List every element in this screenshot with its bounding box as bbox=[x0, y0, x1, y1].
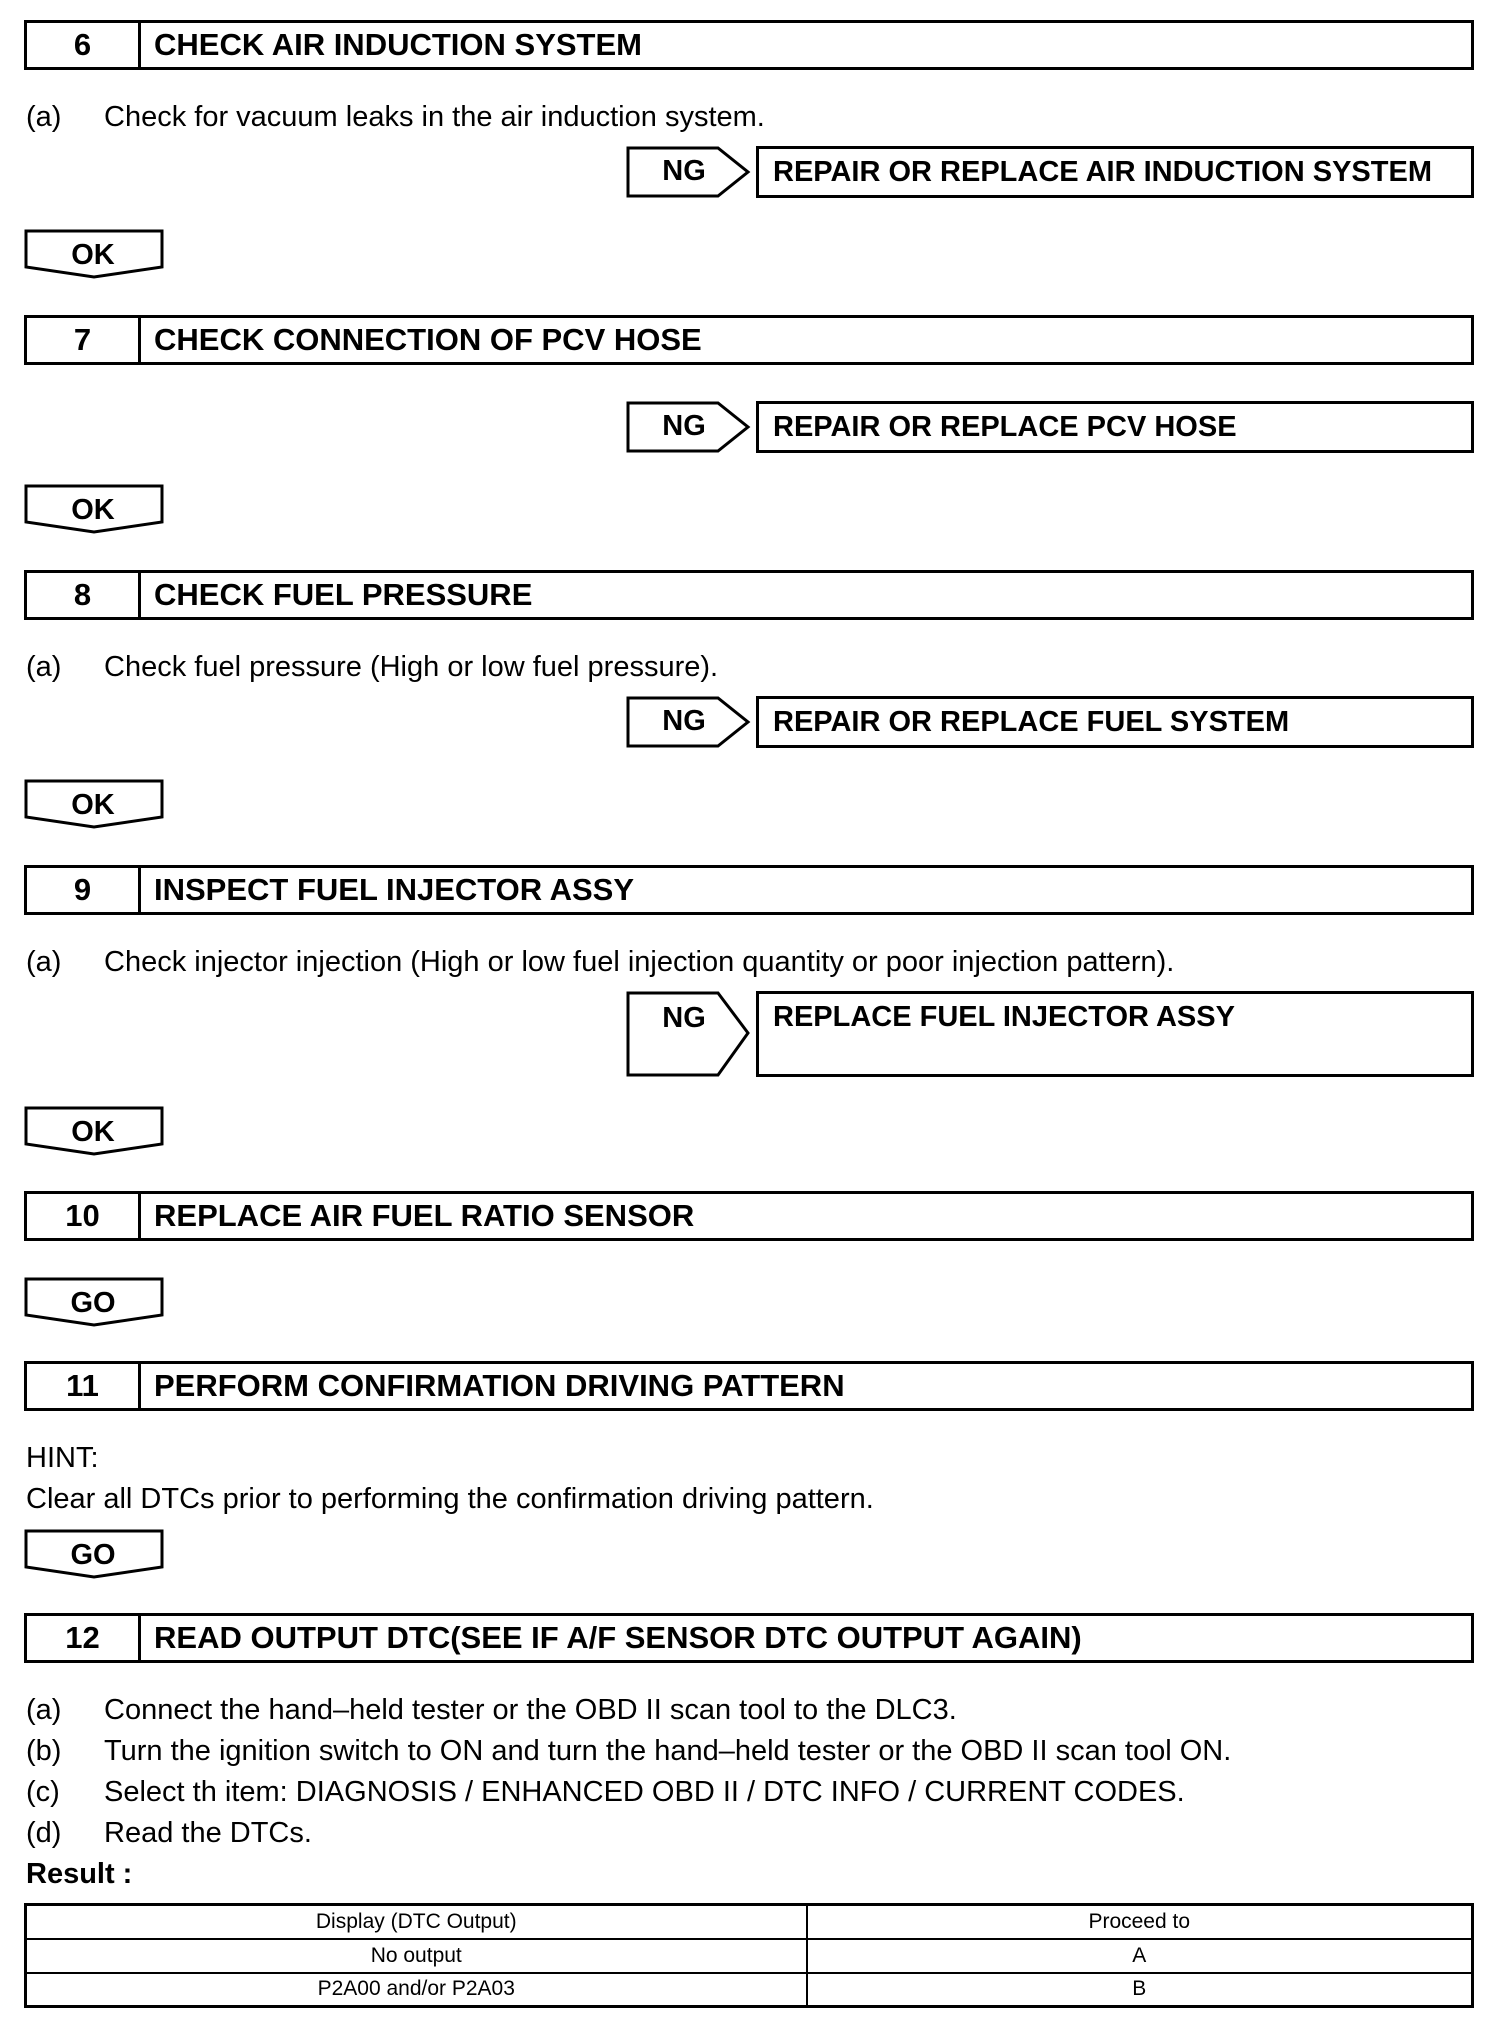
ok-label: OK bbox=[71, 1116, 115, 1148]
table-row bbox=[26, 1973, 1473, 2007]
instruction-line bbox=[26, 1773, 1185, 1811]
step-title: READ OUTPUT DTC(SEE IF A/F SENSOR DTC OUTPUT AGAIN) bbox=[154, 1620, 1082, 1655]
ok-label: OK bbox=[71, 239, 115, 271]
instruction-line bbox=[26, 1691, 957, 1729]
table-row bbox=[26, 1939, 1473, 1973]
step-title: REPLACE AIR FUEL RATIO SENSOR bbox=[154, 1198, 695, 1233]
go-label: GO bbox=[70, 1539, 116, 1571]
step-12-header bbox=[24, 1613, 1474, 1663]
step-9-header bbox=[24, 865, 1474, 915]
instruction-label: (a) bbox=[26, 100, 62, 133]
instruction-label: (a) bbox=[26, 1693, 62, 1726]
instruction-label: (a) bbox=[26, 650, 62, 683]
instruction-text: Select th item: DIAGNOSIS / ENHANCED OBD II / DTC INFO / CURRENT CODES. bbox=[104, 1775, 1185, 1808]
step-10-header bbox=[24, 1191, 1474, 1241]
ng-label: NG bbox=[662, 155, 706, 187]
step-number: 12 bbox=[27, 1616, 141, 1660]
ng-label: NG bbox=[662, 1002, 706, 1034]
step-number: 10 bbox=[27, 1194, 141, 1238]
instruction-text: Check for vacuum leaks in the air induction system. bbox=[104, 100, 765, 133]
table-header-row bbox=[26, 1905, 1473, 1939]
instruction-line bbox=[26, 943, 1174, 981]
step-number: 9 bbox=[27, 868, 141, 912]
ng-action-box: REPLACE FUEL INJECTOR ASSY bbox=[756, 991, 1474, 1077]
instruction-label: (b) bbox=[26, 1734, 62, 1767]
step-number: 6 bbox=[27, 23, 141, 67]
instruction-line bbox=[26, 648, 718, 686]
instruction-text: Turn the ignition switch to ON and turn the hand–held tester or the OBD II scan tool ON. bbox=[104, 1734, 1232, 1767]
result-table bbox=[24, 1903, 1474, 2008]
step-11-header bbox=[24, 1361, 1474, 1411]
result-label: Result : bbox=[26, 1858, 133, 1890]
ng-action-box: REPAIR OR REPLACE PCV HOSE bbox=[756, 401, 1474, 453]
ng-action-box: REPAIR OR REPLACE FUEL SYSTEM bbox=[756, 696, 1474, 748]
step-number: 7 bbox=[27, 318, 141, 362]
instruction-text: Read the DTCs. bbox=[104, 1816, 312, 1849]
instruction-text: Connect the hand–held tester or the OBD II scan tool to the DLC3. bbox=[104, 1693, 957, 1726]
table-cell: B bbox=[807, 1973, 1473, 2007]
step-number: 8 bbox=[27, 573, 141, 617]
instruction-line bbox=[26, 98, 765, 136]
hint-label: HINT: bbox=[26, 1442, 99, 1474]
step-title: CHECK AIR INDUCTION SYSTEM bbox=[154, 27, 642, 62]
table-cell: A bbox=[807, 1939, 1473, 1973]
hint-text: Clear all DTCs prior to performing the confirmation driving pattern. bbox=[26, 1483, 874, 1515]
ng-action-box: REPAIR OR REPLACE AIR INDUCTION SYSTEM bbox=[756, 146, 1474, 198]
instruction-label: (c) bbox=[26, 1775, 60, 1808]
step-7-header bbox=[24, 315, 1474, 365]
table-cell: No output bbox=[26, 1939, 807, 1973]
go-label: GO bbox=[70, 1287, 116, 1319]
table-cell: P2A00 and/or P2A03 bbox=[26, 1973, 807, 2007]
step-title: CHECK FUEL PRESSURE bbox=[154, 577, 533, 612]
instruction-label: (d) bbox=[26, 1816, 62, 1849]
table-header-cell: Display (DTC Output) bbox=[26, 1905, 807, 1939]
ok-label: OK bbox=[71, 494, 115, 526]
step-8-header bbox=[24, 570, 1474, 620]
step-number: 11 bbox=[27, 1364, 141, 1408]
step-title: INSPECT FUEL INJECTOR ASSY bbox=[154, 872, 635, 907]
ok-label: OK bbox=[71, 789, 115, 821]
table-header-cell: Proceed to bbox=[807, 1905, 1473, 1939]
instruction-line bbox=[26, 1814, 312, 1852]
instruction-label: (a) bbox=[26, 945, 62, 978]
instruction-text: Check injector injection (High or low fuel injection quantity or poor injection pattern). bbox=[104, 945, 1175, 978]
instruction-line bbox=[26, 1732, 1231, 1770]
ng-label: NG bbox=[662, 705, 706, 737]
instruction-text: Check fuel pressure (High or low fuel pressure). bbox=[104, 650, 719, 683]
step-title: PERFORM CONFIRMATION DRIVING PATTERN bbox=[154, 1368, 845, 1403]
step-6-header bbox=[24, 20, 1474, 70]
ng-label: NG bbox=[662, 410, 706, 442]
step-title: CHECK CONNECTION OF PCV HOSE bbox=[154, 322, 702, 357]
